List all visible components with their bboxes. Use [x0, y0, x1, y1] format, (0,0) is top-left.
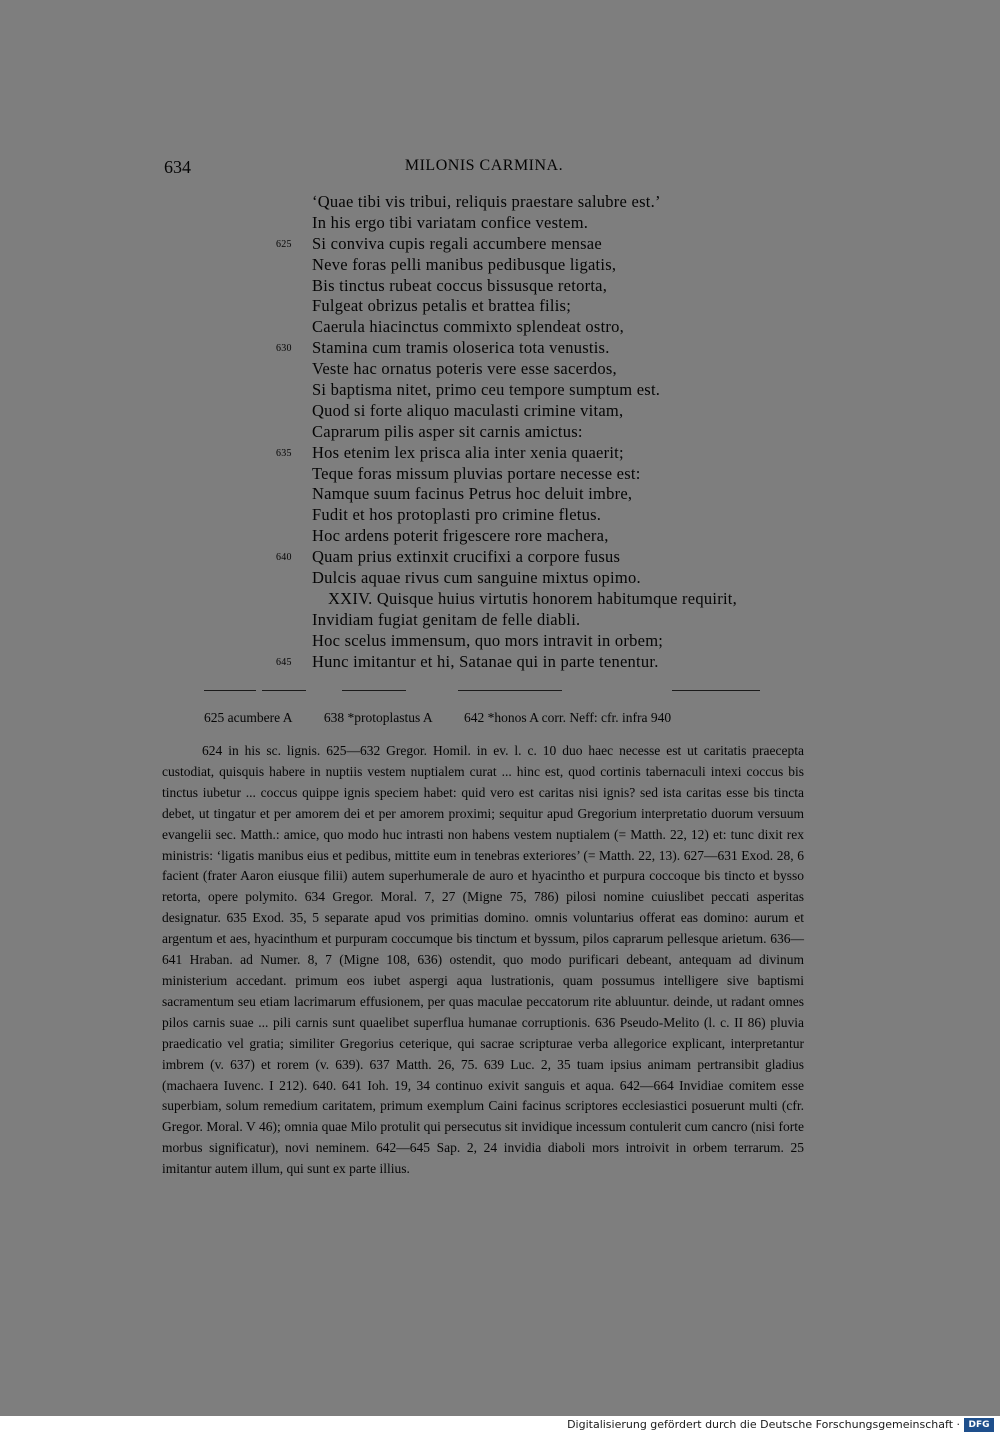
line-number: 645: [276, 656, 292, 668]
verse-text: Quod si forte aliquo maculasti crimine vitam,: [312, 400, 624, 420]
separator-rule: [204, 690, 794, 692]
apparatus-entry: 625 acumbere A: [204, 710, 293, 725]
verse-text: Stamina cum tramis oloserica tota venustis.: [312, 338, 610, 358]
verse-line: [312, 255, 832, 276]
verse-line: [312, 213, 832, 234]
running-title: MILONIS CARMINA.: [404, 157, 564, 174]
verse-text: Fudit et hos protoplasti pro crimine fletus.: [312, 505, 602, 525]
verse-line: [312, 631, 832, 652]
verse-text: Fulgeat obrizus petalis et brattea filis;: [312, 296, 572, 316]
verse-line: [312, 526, 832, 547]
funding-notice: Digitalisierung gefördert durch die Deutsche Forschungsgemeinschaft ·: [567, 1418, 960, 1431]
verse-line: [312, 505, 832, 526]
verse-line: [312, 464, 832, 485]
verse-text: Hos etenim lex prisca alia inter xenia quaerit;: [312, 442, 624, 462]
page-header: [164, 157, 804, 179]
dfg-logo: DFG: [964, 1418, 994, 1432]
verse-line: [312, 192, 832, 213]
commentary-paragraph: 624 in his sc. lignis. 625—632 Gregor. Homil. in ev. l. c. 10 duo haec necesse est ut caritatis praecepta custodiat, quisquis habere in nuptiis vestem nuptialem curat ... hinc est, quod cortinis tabernaculi intexi coccus bis tinctus iubetur ... coccus quippe ignis speciem habet: quid vero est caritas nisi ignis? sed ista caritas esse bis tincta debet, ut tingatur et per amorem dei et per amorem proximi; sequitur apud Gregorium interpretatio duorum versuum evangelii sec. Matth.: amice, quo modo huc intrasti non habens vestem nuptialem (= Matth. 22, 12) et: tunc dixit rex ministris: ‘ligatis manibus eius et pedibus, mittite eum in tenebras exteriores’ (= Matth. 22, 13). 627—631 Exod. 28, 6 facient (frater Aaron eiusque filii) autem superhumerale de auro et hyacintho et purpura coccoque bis tincto et bysso retorta, opere polymito. 634 Gregor. Moral. 7, 27 (Migne 75, 786) pilosi nomine cuiuslibet peccati asperitas designatur. 635 Exod. 35, 5 separate apud vos primitias domino. omnis voluntarius offerat eas domino: aurum et argentum et aes, hyacinthum et purpuram coccumque bis tinctum et byssum, pilos caprarum pellesque arietum. 636—641 Hraban. ad Numer. 8, 7 (Migne 108, 636) ostendit, quo modo purificari debeant, antequam ad divinum ministerium accedant. primum eos iubet aspergi aqua lustrationis, quam possumus intelligere sive baptismi sacramentum seu etiam lacrimarum effusionem, per quas maculae peccatorum rite abluuntur. deinde, ut radant omnes pilos carnis suae ... pili carnis sunt quaelibet superflua humanae corruptionis. 636 Pseudo-Melito (l. c. II 86) pluvia praedicatio vel gratia; similiter Gregorius ceterique, qui sacrae scripturae verba allegorice explicant, interpretantur imbrem (v. 637) et rorem (v. 639). 637 Matth. 26, 75. 639 Luc. 2, 35 tuam ipsius animam pertransibit gladius (machaera Iuvenc. I 212). 640. 641 Ioh. 19, 34 continuo exivit sanguis et aqua. 642—664 Invidiae comitem esse superbiam, solum remedium caritatem, primum exemplum Caini facinus scriptores ecclesiastici posuerunt multi (cfr. Gregor. Moral. V 46); omnia quae Milo protulit qui persecutus sit invidique incessum contulerit cum cancro (nisi forte morbus significatur), novi neminem. 642—645 Sap. 2, 24 invidia diaboli mors introivit in orbem terrarum. 25 imitantur autem illum, qui sunt ex parte illius.: [162, 743, 804, 1177]
verse-text: Neve foras pelli manibus pedibusque ligatis,: [312, 254, 617, 274]
commentary-notes: [162, 741, 804, 1180]
verse-line: [312, 359, 832, 380]
verse-text: In his ergo tibi variatam confice vestem.: [312, 212, 589, 232]
verse-text: Hoc scelus immensum, quo mors intravit in orbem;: [312, 630, 664, 650]
page-number: 634: [164, 157, 191, 177]
verse-line: [276, 651, 832, 673]
critical-apparatus: [204, 710, 804, 726]
verse-line: [276, 338, 832, 359]
verse-text: Bis tinctus rubeat coccus bissusque retorta,: [312, 275, 608, 295]
verse-line: [312, 401, 832, 422]
verse-line: [312, 276, 832, 297]
line-number: 625: [276, 238, 292, 250]
verse-line: [276, 442, 832, 464]
verse-line: [312, 380, 832, 401]
verse-text: Invidiam fugiat genitam de felle diabli.: [312, 609, 581, 629]
verse-text: Veste hac ornatus poteris vere esse sacerdos,: [312, 359, 617, 379]
verse-line: [276, 233, 832, 255]
verse-line: [312, 317, 832, 338]
verse-text: Si baptisma nitet, primo ceu tempore sumptum est.: [312, 380, 661, 400]
verse-text: Caerula hiacinctus commixto splendeat ostro,: [312, 317, 625, 337]
verse-text: Namque suum facinus Petrus hoc deluit imbre,: [312, 484, 633, 504]
verse-text: Quam prius extinxit crucifixi a corpore fusus: [312, 547, 621, 567]
verse-text: Hunc imitantur et hi, Satanae qui in parte tenentur.: [312, 651, 659, 671]
line-number: 635: [276, 447, 292, 459]
verse-line: [312, 296, 832, 317]
line-number: 630: [276, 343, 292, 355]
verse-text: ‘Quae tibi vis tribui, reliquis praestare salubre est.’: [312, 192, 661, 211]
verse-line: [312, 610, 832, 631]
footer-bar: [0, 1416, 1000, 1434]
verse-line: [312, 568, 832, 589]
apparatus-entry: 642 *honos A corr. Neff: cfr. infra 940: [463, 710, 672, 725]
verse-text: Caprarum pilis asper sit carnis amictus:: [312, 421, 583, 441]
verse-line: [276, 547, 832, 568]
verse-line: [312, 589, 832, 610]
verse-text: Si conviva cupis regali accumbere mensae: [312, 233, 602, 253]
poem-verses: [276, 192, 832, 672]
verse-text: Dulcis aquae rivus cum sanguine mixtus opimo.: [312, 568, 641, 588]
apparatus-entry: 638 *protoplastus A: [323, 710, 433, 725]
verse-line: [312, 422, 832, 443]
line-number: 640: [276, 552, 292, 564]
verse-text: Teque foras missum pluvias portare necesse est:: [312, 463, 641, 483]
verse-text: Hoc ardens poterit frigescere rore machera,: [312, 526, 609, 546]
verse-line: [312, 484, 832, 505]
verse-text: XXIV. Quisque huius virtutis honorem habitumque requirit,: [328, 588, 737, 608]
